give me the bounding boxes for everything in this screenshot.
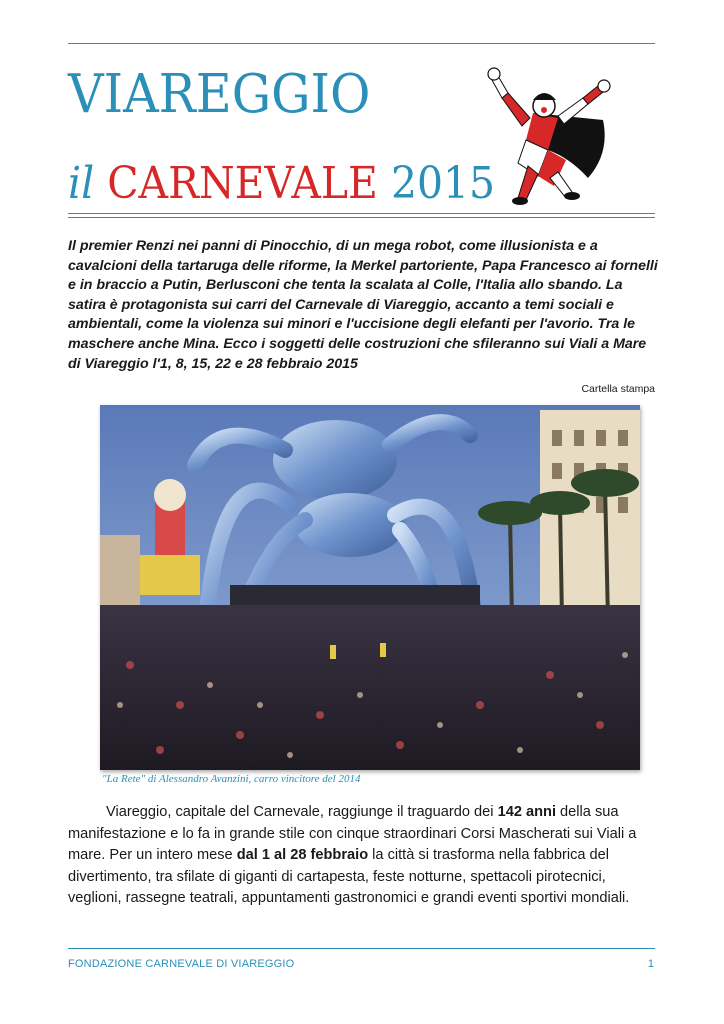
body-text-1: Viareggio, capitale del Carnevale, raggiunge il traguardo dei bbox=[106, 804, 498, 820]
body-paragraph bbox=[68, 802, 658, 910]
subtitle-carnevale: CARNEVALE bbox=[107, 158, 378, 209]
body-text-3: la città si trasforma nella fabbrica del divertimento, tra sfilate di giganti di cartapesta, feste notturne, spettacoli pirotecnici, veglioni, rassegne teatrali, appuntamenti gastronomici e grandi eventi sportivi mondiali. bbox=[68, 847, 630, 906]
page-title: VIAREGGIO bbox=[68, 64, 371, 125]
carnival-float-photo bbox=[100, 405, 640, 770]
top-rule bbox=[68, 43, 655, 44]
header-rule-lower bbox=[68, 217, 655, 218]
header-rule-upper bbox=[68, 213, 655, 214]
body-bold-years: 142 anni bbox=[497, 804, 556, 820]
burlamacco-mascot-icon bbox=[478, 58, 618, 208]
footer-organization: FONDAZIONE CARNEVALE DI VIAREGGIO bbox=[68, 958, 295, 970]
body-bold-dates: dal 1 al 28 febbraio bbox=[236, 847, 369, 863]
subtitle-year: 2015 bbox=[390, 158, 496, 209]
page-number: 1 bbox=[647, 958, 654, 970]
body-text-2: della sua manifestazione e lo fa in grande stile con cinque straordinari Corsi Mascherati sui Viali a mare. Per un intero mese bbox=[68, 804, 637, 863]
source-credit: Cartella stampa bbox=[581, 383, 655, 395]
photo-caption: "La Rete" di Alessandro Avanzini, carro vincitore del 2014 bbox=[102, 773, 361, 785]
lead-paragraph: Il premier Renzi nei panni di Pinocchio, di un mega robot, come illusionista e a cavalcioni della tartaruga delle riforme, la Merkel partoriente, Papa Francesco ai fornelli e in braccio a Putin, Berlusconi che tenta la scalata al Colle, l'Italia allo sbando. La satira è protagonista sui carri del Carnevale di Viareggio, accanto a temi sociali e ambientali, come la violenza sui minori e l'uccisione degli elefanti per l'avorio. Tra le maschere anche Mina. Ecco i soggetti delle costruzioni che sfileranno sui Viali a Mare di Viareggio l'1, 8, 15, 22 e 28 febbraio 2015 bbox=[68, 238, 658, 372]
subtitle-il: il bbox=[68, 158, 95, 209]
footer-rule bbox=[68, 948, 655, 949]
page-subtitle bbox=[68, 158, 496, 209]
photo-illustration bbox=[100, 405, 640, 770]
